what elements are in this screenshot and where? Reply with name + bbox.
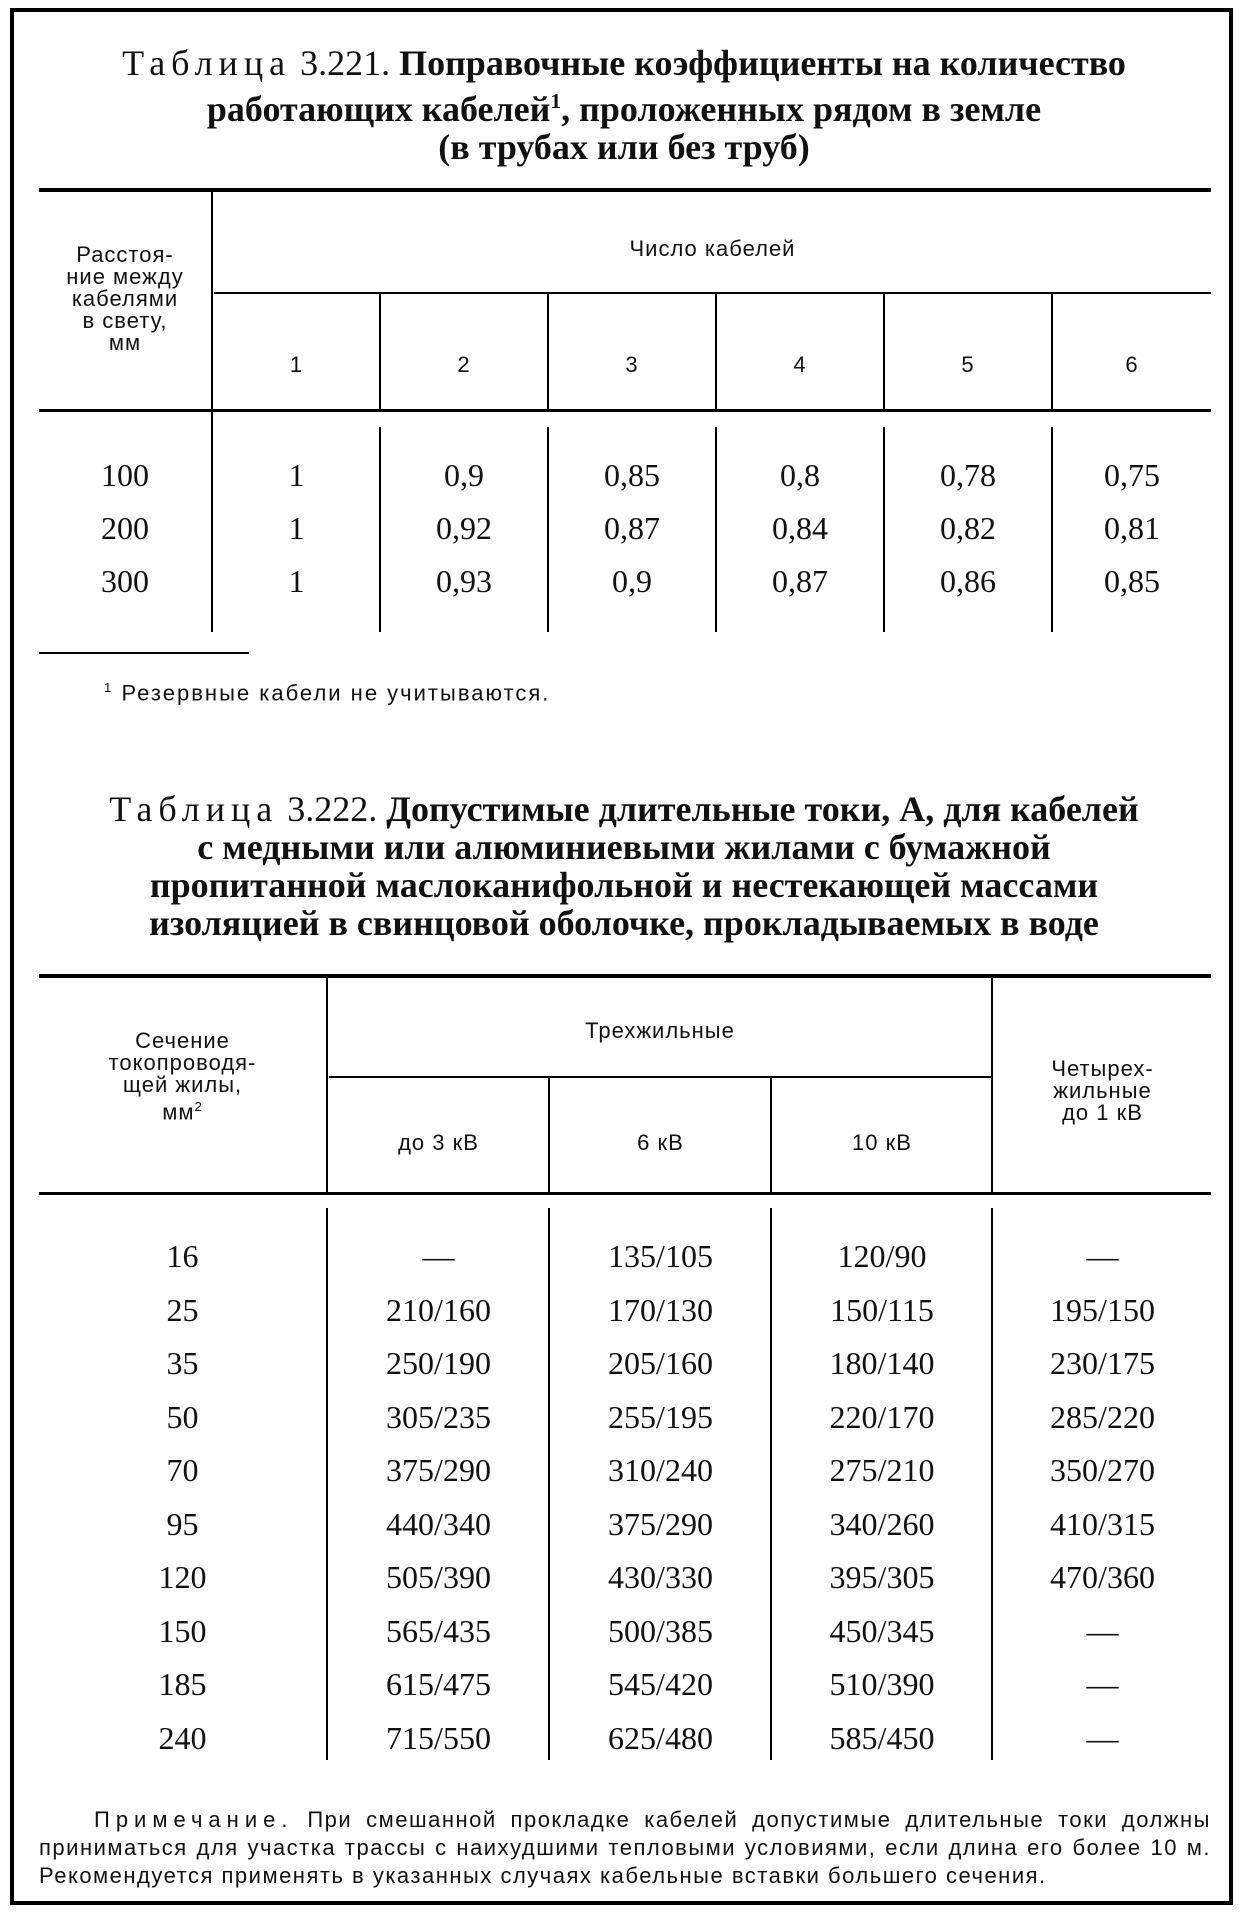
table2-caption-number: 3.222. <box>287 789 378 829</box>
table2-cell: 545/420 <box>608 1666 713 1702</box>
note-prefix: Примечание. <box>94 1807 294 1832</box>
table1-cell: 1 <box>288 563 305 599</box>
table2-vline-2b <box>770 1208 772 1760</box>
table2-row-header-line: токопроводя- <box>108 1050 257 1075</box>
table2-vline-1b <box>548 1208 550 1760</box>
table2-cell: 410/315 <box>1050 1505 1155 1542</box>
table2-row-header-line: Сечение <box>135 1028 230 1053</box>
table1-cell: 0,9 <box>612 563 652 599</box>
table1-cell: 0,92 <box>436 510 492 546</box>
table2-cell: 275/210 <box>829 1452 935 1488</box>
table1-vline-5a <box>1051 294 1053 409</box>
table2-top-rule <box>39 974 1211 978</box>
table2-row-label: 35 <box>166 1345 199 1381</box>
table2-row-header-line: мм <box>162 1099 195 1125</box>
table2-cell: 375/290 <box>386 1452 491 1488</box>
table2-row-label: 185 <box>158 1666 207 1702</box>
table2-vline-3a <box>991 978 993 1192</box>
table1-caption-line-2: работающих кабелей <box>206 89 551 129</box>
table1-cell: 0,86 <box>940 563 996 599</box>
table1-col-header-1: 1 <box>289 352 304 377</box>
table2-row-label: 50 <box>166 1398 199 1435</box>
table1-vline-2a <box>547 294 549 409</box>
table2-cell: 170/130 <box>608 1291 713 1328</box>
table2-vline-0a <box>326 978 328 1192</box>
table2-cell: 395/305 <box>829 1559 935 1595</box>
table1-row-label: 100 <box>101 457 149 493</box>
table2-cell: 615/475 <box>386 1666 491 1702</box>
document-page <box>10 8 1233 1905</box>
table1-cell: 0,87 <box>604 510 660 546</box>
table2-last-header-line: до 1 кВ <box>1062 1100 1143 1125</box>
table1-cell: 0,87 <box>772 563 828 599</box>
table1-col-header-6: 6 <box>1125 352 1139 377</box>
table2-cell: 585/450 <box>829 1719 935 1756</box>
table1-top-rule <box>39 188 1211 192</box>
table1-footnote <box>104 680 550 706</box>
table2-row-header-line: щей жилы, <box>122 1072 243 1097</box>
table1-caption-line-4: (в трубах или без труб) <box>438 127 810 167</box>
table1-row-header-line: в свету, <box>82 308 168 333</box>
table2-cell: — <box>1086 1612 1119 1649</box>
table2-row-label: 240 <box>158 1719 207 1756</box>
table2-row-label: 95 <box>166 1505 199 1542</box>
table2-cell: 255/195 <box>608 1398 713 1435</box>
table1-caption-number: 3.221. <box>300 43 391 83</box>
table2-row-label: 120 <box>158 1559 207 1595</box>
table2-vline-1a <box>548 1078 550 1192</box>
table1-cell: 0,85 <box>604 457 660 493</box>
table2-caption-line-2: с медными или алюминиевыми жилами с бумажной <box>197 827 1051 867</box>
table1-row-header-line: мм <box>108 330 142 355</box>
table2-caption-line-3: пропитанной маслоканифольной и нестекающей массами <box>149 865 1099 905</box>
footnote-mark: 1 <box>104 680 114 695</box>
table1-cell: 0,84 <box>772 510 828 546</box>
table2-cell: 350/270 <box>1050 1452 1155 1488</box>
table2-vline-3b <box>991 1208 993 1760</box>
table2-row-label: 16 <box>166 1238 199 1274</box>
table1-col-header-5: 5 <box>961 352 975 377</box>
table1-header-rule <box>39 409 1211 412</box>
table2-header-rule <box>39 1192 1211 1195</box>
table2-cell: 470/360 <box>1050 1559 1155 1595</box>
table1-cell: 1 <box>288 457 305 493</box>
table1-col-header-4: 4 <box>793 352 807 377</box>
table2-cell: 230/175 <box>1050 1345 1155 1381</box>
table1-vline-1a <box>379 294 381 409</box>
table2-row-header-sup: 2 <box>194 1099 203 1114</box>
table1-cell: 0,75 <box>1104 457 1160 493</box>
table2-cell: — <box>1086 1666 1119 1702</box>
table2-cell: 340/260 <box>829 1505 935 1542</box>
table2-row-header <box>39 1030 326 1123</box>
table1-vline-3a <box>715 294 717 409</box>
table2-cell: — <box>422 1238 455 1274</box>
table2-caption <box>39 790 1209 942</box>
table1-cell: 0,85 <box>1104 563 1160 599</box>
footnote-text: Резервные кабели не учитываются. <box>121 680 551 706</box>
table2-cell: 505/390 <box>386 1559 491 1595</box>
table2-cell: 135/105 <box>608 1238 713 1274</box>
table2-row-label: 70 <box>166 1452 199 1488</box>
table2-cell: 120/90 <box>837 1238 927 1274</box>
table2-cell: 500/385 <box>608 1612 713 1649</box>
table2-cell: 250/190 <box>386 1345 491 1381</box>
table2-caption-line-4: изоляцией в свинцовой оболочке, прокладываемых в воде <box>149 903 1099 943</box>
table1-row-header-line: кабелями <box>71 286 179 311</box>
table2-cell: 205/160 <box>608 1345 713 1381</box>
table2-cell: — <box>1086 1238 1119 1274</box>
note-text: При смешанной прокладке кабелей допустимые длительные токи должны приниматься для участка трассы с наихудшими тепловыми условиями, если длина его более 10 м. Рекомендуется применять в указанных случаях кабельные вставки большего сечения. <box>39 1807 1211 1888</box>
table1-caption-sup: 1 <box>550 89 562 113</box>
table1-cell: 0,93 <box>436 563 492 599</box>
table2-caption-line-1: Допустимые длительные токи, А, для кабелей <box>386 789 1139 829</box>
table1-cell: 0,81 <box>1104 510 1160 546</box>
table2-cell: 510/390 <box>829 1666 935 1702</box>
table2-cell: 450/345 <box>829 1612 935 1649</box>
table1-row-label: 200 <box>101 510 149 546</box>
table2-cell: — <box>1086 1719 1119 1756</box>
table1-cell: 0,8 <box>780 457 820 493</box>
table2-cell: 625/480 <box>608 1719 713 1756</box>
table2-cell: 285/220 <box>1050 1398 1155 1435</box>
table1-caption-prefix: Таблица <box>122 43 292 83</box>
table2-cell: 220/170 <box>829 1398 935 1435</box>
table2-vline-0b <box>326 1208 328 1760</box>
table2-cell: 195/150 <box>1050 1291 1155 1328</box>
table2-group-rule <box>329 1076 991 1078</box>
table2-cell: 180/140 <box>829 1345 935 1381</box>
table1-caption-line-1: Поправочные коэффициенты на количество <box>399 43 1126 83</box>
table1-col-header-2: 2 <box>457 352 471 377</box>
table2-cell: 565/435 <box>386 1612 491 1649</box>
table2-cell: 715/550 <box>386 1719 491 1756</box>
table1-row-header-line: ние между <box>66 264 184 289</box>
table1-caption: Таблица 3.221. Поправочные коэффициенты на количество работающих кабелей$^1$, проложенных рядом в земле (в трубах или без труб) <box>39 44 1209 166</box>
table1-row-label: 300 <box>101 563 149 599</box>
table1-cell: 0,82 <box>940 510 996 546</box>
table1-caption-line-3: проложенных рядом в земле <box>579 89 1042 129</box>
table2-last-header-line: Четырех- <box>1051 1056 1154 1081</box>
table2-cell: 440/340 <box>386 1505 491 1542</box>
table1-footnote-rule <box>39 652 249 654</box>
table2-last-header <box>994 1058 1211 1124</box>
table2-last-header-line: жильные <box>1053 1078 1152 1103</box>
table2-cell: 210/160 <box>386 1291 491 1328</box>
table1-group-rule <box>214 292 1211 294</box>
table2-note <box>39 1806 1211 1890</box>
table1-cell: 1 <box>288 510 305 546</box>
table2-subcol-header-1: до 3 кВ <box>398 1130 479 1155</box>
table2-group-header: Трехжильные <box>585 1018 735 1043</box>
table2-subcol-header-3: 10 кВ <box>852 1130 912 1155</box>
table2-subcol-header-2: 6 кВ <box>637 1130 684 1155</box>
table1-vline-4a <box>883 294 885 409</box>
table2-cell: 150/115 <box>830 1291 934 1328</box>
table2-vline-2a <box>770 1078 772 1192</box>
table1-row-header-line: Расстоя- <box>76 242 174 267</box>
table1-cell: 0,9 <box>444 457 484 493</box>
table2-cell: 310/240 <box>608 1452 713 1488</box>
table1-group-header: Число кабелей <box>629 236 796 261</box>
table1-col-header-3: 3 <box>625 352 639 377</box>
table2-cell: 375/290 <box>608 1505 713 1542</box>
table1-cell: 0,78 <box>940 457 996 493</box>
table2-row-label: 25 <box>166 1291 199 1328</box>
table2-cell: 430/330 <box>608 1559 713 1595</box>
table1-row-header <box>39 244 211 354</box>
table2-row-label: 150 <box>158 1612 207 1649</box>
table1-vline-0 <box>211 192 213 632</box>
table2-caption-prefix: Таблица <box>109 789 279 829</box>
table2-cell: 305/235 <box>386 1398 491 1435</box>
